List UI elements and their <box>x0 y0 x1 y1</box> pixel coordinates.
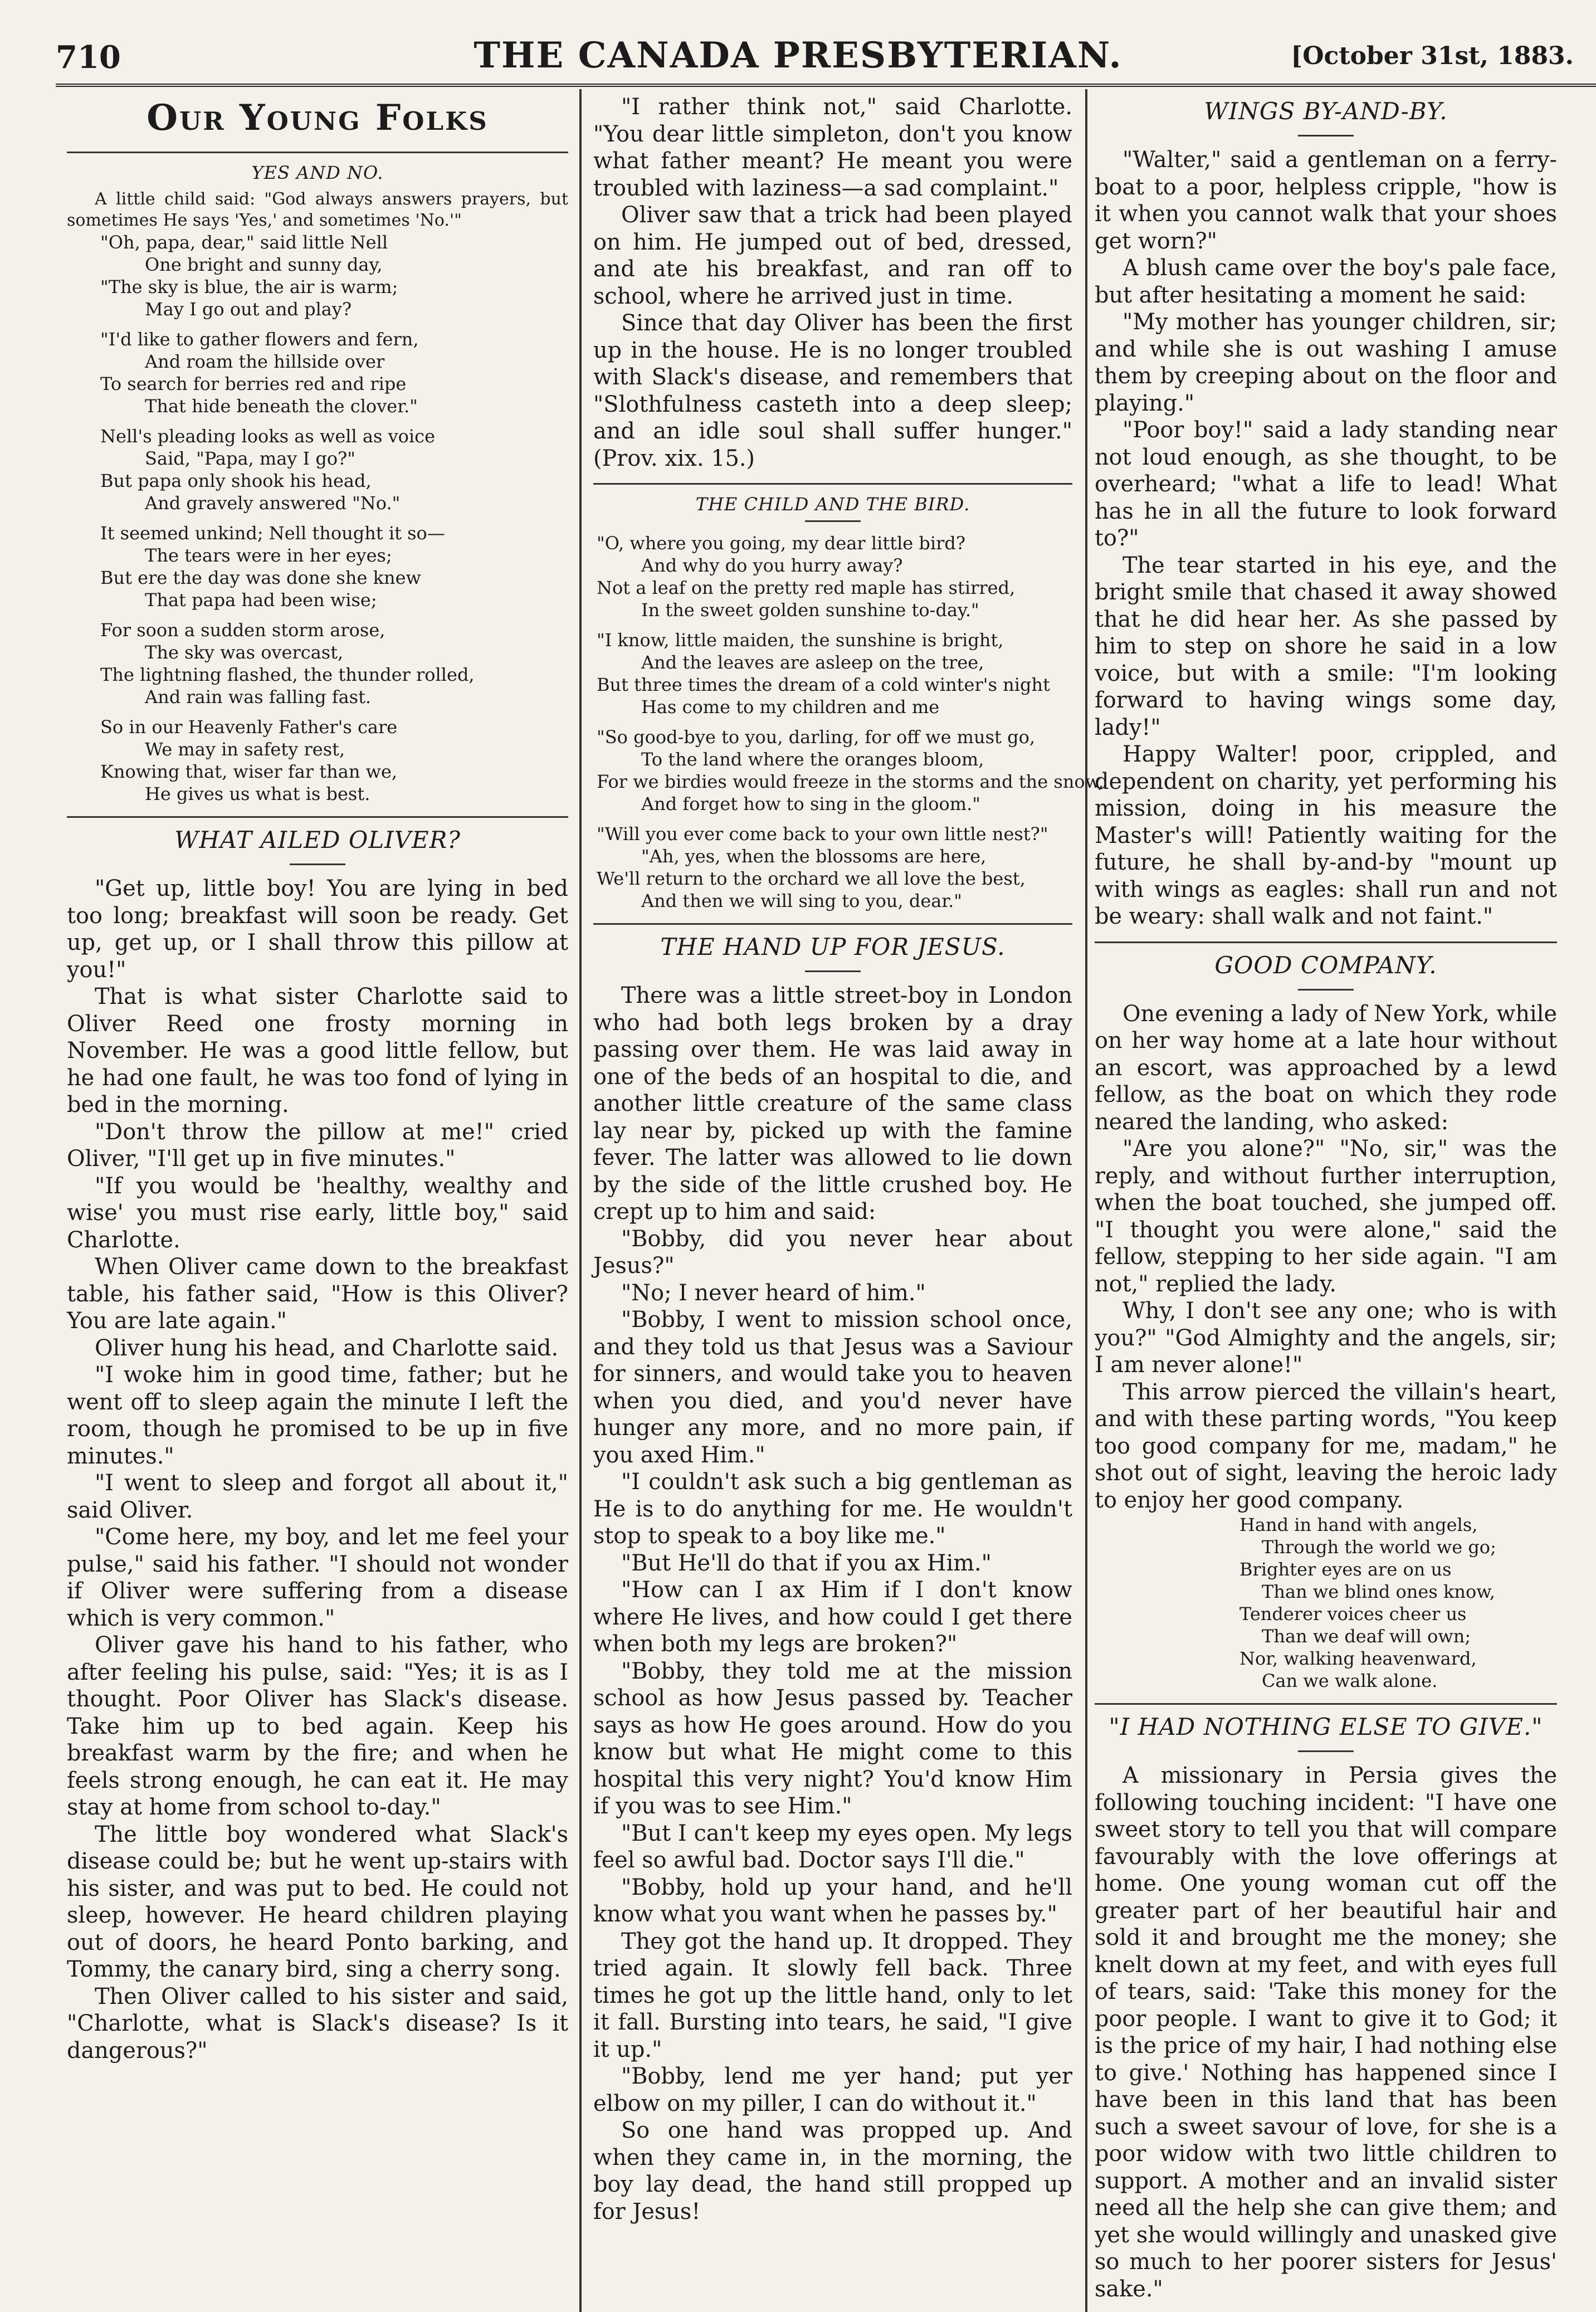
poem-hand-in-hand <box>1095 1514 1557 1692</box>
paragraph: So one hand was propped up. And when they came in, in the morning, the boy lay dead, the hand still propped up for Jesus! <box>593 2118 1072 2225</box>
paragraph: "Poor boy!" said a lady standing near not loud enough, as she thought, to be overheard; "what a life to lead! What has he in all the future to look forward to?" <box>1095 417 1557 551</box>
column-3 <box>1095 94 1557 2303</box>
verse-line: The lightning flashed, the thunder rolled, <box>100 664 475 685</box>
title-rule <box>805 970 861 972</box>
paragraph: "I went to sleep and forgot all about it," said Oliver. <box>67 1470 568 1523</box>
poem-intro: A little child said: "God always answers prayers, but sometimes He says 'Yes,' and sometimes 'No.'" <box>67 189 568 230</box>
verse-line: "Ah, yes, when the blossoms are here, <box>641 846 987 867</box>
paragraph: "If you would be 'healthy, wealthy and wise' you must rise early, little boy," said Charlotte. <box>67 1173 568 1253</box>
verse-line: And then we will sing to you, dear." <box>641 890 963 911</box>
paragraph: Why, I don't see any one; who is with you?" "God Almighty and the angels, sir; I am never alone!" <box>1095 1298 1557 1378</box>
paragraph: The tear started in his eye, and the bright smile that chased it away showed that he did hear her. As she passed by him to step on shore he said in a low voice, but with a smile: "I'm looking forward to having wings some day, lady!" <box>1095 552 1557 740</box>
verse-line: Hand in hand with angels, <box>1239 1514 1478 1535</box>
stanza <box>100 425 568 514</box>
article-body <box>67 875 568 2064</box>
column-1 <box>67 94 568 2064</box>
title-rule <box>1298 135 1354 136</box>
verse-line: But three times the dream of a cold winter's night <box>597 674 1050 695</box>
newspaper-title: THE CANADA PRESBYTERIAN. <box>474 35 1122 76</box>
stanza <box>1239 1514 1557 1692</box>
paragraph: This arrow pierced the villain's heart, and with these parting words, "You keep too good company for me, madam," he shot out of sight, leaving the heroic lady to enjoy her good company. <box>1095 1379 1557 1513</box>
verse-line: That hide beneath the clover." <box>145 396 418 417</box>
paragraph: That is what sister Charlotte said to Oliver Reed one frosty morning in November. He was a good little fellow, but he had one fault, he was too fond of lying in bed in the morning. <box>67 984 568 1118</box>
verse-line: It seemed unkind; Nell thought it so— <box>100 523 445 544</box>
paragraph: Happy Walter! poor, crippled, and dependent on charity, yet performing his mission, doing in his measure the Master's will! Patiently waiting for the future, he shall by-and-by "mount up with wings as eagles: shall run and not be weary: shall walk and not faint." <box>1095 742 1557 929</box>
verse-line: But papa only shook his head, <box>100 470 372 491</box>
article-body <box>1095 1001 1557 1514</box>
masthead <box>0 0 1596 84</box>
verse-line: Through the world we go; <box>1262 1537 1496 1558</box>
paragraph: "Walter," said a gentleman on a ferry-boat to a poor, helpless cripple, "how is it when you cannot walk that your shoes get worn?" <box>1095 147 1557 254</box>
section-rule <box>67 152 568 153</box>
verse-line: Can we walk alone. <box>1262 1670 1438 1691</box>
article-body <box>593 982 1072 2225</box>
paragraph: "My mother has younger children, sir; and while she is out washing I amuse them by creeping about on the floor and playing." <box>1095 309 1557 416</box>
stanza <box>597 823 1072 912</box>
verse-line: That papa had been wise; <box>145 589 377 611</box>
verse-line: Brighter eyes are on us <box>1239 1559 1452 1580</box>
verse-line: The sky was overcast, <box>145 642 344 663</box>
verse-line: Tenderer voices cheer us <box>1239 1603 1467 1625</box>
stanza <box>100 328 568 417</box>
paragraph: "Are you alone?" "No, sir," was the reply, and without further interruption, when the boat touched, she jumped off. "I thought you were alone," said the fellow, stepping to her side again. "I am not," replied the lady. <box>1095 1136 1557 1297</box>
paragraph: "Come here, my boy, and let me feel your pulse," said his father. "I should not wonder if Oliver were suffering from a disease which is very common." <box>67 1524 568 1631</box>
verse-line: Than we blind ones know, <box>1262 1581 1495 1602</box>
stanza <box>100 522 568 611</box>
verse-line: "Will you ever come back to your own little nest?" <box>597 823 1048 845</box>
verse-line: May I go out and play? <box>145 299 352 320</box>
title-rule <box>805 520 861 522</box>
poem-child-and-bird <box>593 532 1104 912</box>
verse-line: The tears were in her eyes; <box>145 545 392 566</box>
section-rule <box>1095 942 1557 943</box>
verse-line: Than we deaf will own; <box>1262 1626 1471 1647</box>
article-title: "I HAD NOTHING ELSE TO GIVE." <box>1109 1713 1543 1740</box>
section-rule <box>593 483 1072 485</box>
verse-line: One bright and sunny day, <box>145 254 383 275</box>
verse-line: So in our Heavenly Father's care <box>100 716 398 738</box>
article-title: WHAT AILED OLIVER? <box>174 826 461 853</box>
verse-line: He gives us what is best. <box>145 783 370 804</box>
stanza <box>100 231 568 320</box>
article-body-continued <box>593 94 1072 472</box>
verse-line: Nell's pleading looks as well as voice <box>100 426 436 447</box>
paragraph: A missionary in Persia gives the following touching incident: "I have one sweet story to tell you that will compare favourably with the love offerings at home. One young woman cut off the greater part of her beautiful hair and sold it and brought me the money; she knelt down at my feet, and with eyes full of tears, said: 'Take this money for the poor people. I want to give it to God; it is the price of my hair, I had nothing else to give.' Nothing has happened since I have been in this land that has been such a sweet savour of love, for she is a poor widow with two little children to support. A mother and an invalid sister need all the help she can give them; and yet she would willingly and unasked give so much to her poorer sisters for Jesus' sake." <box>1095 1763 1557 2302</box>
stanza <box>100 619 568 708</box>
article-body <box>1095 1762 1557 2303</box>
paragraph: When Oliver came down to the breakfast table, his father said, "How is this Oliver? You are late again." <box>67 1254 568 1334</box>
paragraph: Oliver hung his head, and Charlotte said. <box>95 1335 559 1361</box>
paragraph: "I couldn't ask such a big gentleman as He is to do anything for me. He wouldn't stop to speak to a boy like me." <box>593 1469 1072 1549</box>
paragraph: "Bobby, they told me at the mission school as how Jesus passed by. Teacher says as how He goes around. How do you know but what He might come to this hospital this very night? You'd know Him if you was to see Him." <box>593 1658 1072 1819</box>
verse-line: "Oh, papa, dear," said little Nell <box>100 232 388 253</box>
section-banner: Our Young Folks <box>147 97 489 139</box>
verse-line: But ere the day was done she knew <box>100 567 421 588</box>
section-rule <box>67 816 568 818</box>
verse-line: "I'd like to gather flowers and fern, <box>100 329 419 350</box>
paragraph: Since that day Oliver has been the first up in the house. He is no longer troubled with Slack's disease, and remembers that "Slothfulness casteth into a deep sleep; and an idle soul shall suffer hunger." (Prov. xix. 15.) <box>593 310 1072 471</box>
paragraph: "Bobby, did you never hear about Jesus?" <box>593 1226 1072 1279</box>
paragraph: "Bobby, lend me yer hand; put yer elbow on my piller, I can do without it." <box>593 2064 1072 2116</box>
verse-line: We'll return to the orchard we all love the best, <box>597 868 1026 889</box>
verse-line: "So good-bye to you, darling, for off we must go, <box>597 726 1035 748</box>
paragraph: "How can I ax Him if I don't know where He lives, and how could I get there when both my legs are broken?" <box>593 1577 1072 1657</box>
stanza <box>597 532 1072 621</box>
paragraph: "Get up, little boy! You are lying in bed too long; breakfast will soon be ready. Get up, get up, or I shall throw this pillow at you!" <box>67 876 568 983</box>
title-rule <box>1298 989 1354 991</box>
column-divider <box>1085 89 1087 2312</box>
column-divider <box>579 89 582 2312</box>
paragraph: They got the hand up. It dropped. They tried again. It slowly fell back. Three times he got up the little hand, only to let it fall. Bursting into tears, he said, "I give it up." <box>593 1928 1072 2062</box>
column-2 <box>593 94 1104 2225</box>
paragraph: Oliver saw that a trick had been played on him. He jumped out of bed, dressed, and ate his breakfast, and ran off to school, where he arrived just in time. <box>593 202 1072 309</box>
stanza <box>597 629 1072 718</box>
verse-line: Knowing that, wiser far than we, <box>100 761 398 782</box>
title-rule <box>1298 1750 1354 1752</box>
page-number: 710 <box>56 39 121 76</box>
verse-line: For we birdies would freeze in the storms and the snow, <box>597 771 1104 792</box>
title-rule <box>290 864 345 865</box>
paragraph: "Don't throw the pillow at me!" cried Oliver, "I'll get up in five minutes." <box>67 1119 568 1172</box>
paragraph: A blush came over the boy's pale face, but after hesitating a moment he said: <box>1095 255 1557 308</box>
issue-date: [October 31st, 1883. <box>1291 42 1574 70</box>
poem-yes-and-no <box>67 231 568 805</box>
verse-line: To search for berries red and ripe <box>100 373 407 394</box>
paragraph: "I woke him in good time, father; but he went off to sleep again the minute I left the room, though he promised to be up in five minutes." <box>67 1362 568 1469</box>
article-title: THE HAND UP FOR JESUS. <box>660 933 1006 960</box>
paragraph: Oliver gave his hand to his father, who after feeling his pulse, said: "Yes; it is as I thought. Poor Oliver has Slack's disease. Take him up to bed again. Keep his breakfast warm by the fire; and when he feels strong enough, he can eat it. He may stay at home from school to-day." <box>67 1632 568 1820</box>
section-rule <box>593 923 1072 925</box>
verse-line: For soon a sudden storm arose, <box>100 620 385 641</box>
paragraph: "But He'll do that if you ax Him." <box>621 1550 992 1576</box>
verse-line: And roam the hillside over <box>145 351 385 372</box>
verse-line: We may in safety rest, <box>145 739 345 760</box>
verse-line: And why do you hurry away? <box>641 555 903 576</box>
verse-line: And gravely answered "No." <box>145 492 401 514</box>
verse-line: Not a leaf on the pretty red maple has stirred, <box>597 577 1016 598</box>
masthead-rule <box>56 84 1596 87</box>
poem-title: THE CHILD AND THE BIRD. <box>695 494 970 515</box>
verse-line: "O, where you going, my dear little bird? <box>597 533 966 554</box>
paragraph: There was a little street-boy in London who had both legs broken by a dray passing over them. He was laid away in one of the beds of an hospital to die, and another little creature of the same class lay near by, picked up with the famine fever. The latter was allowed to lie down by the side of the little crushed boy. He crept up to him and said: <box>593 983 1072 1225</box>
verse-line: "The sky is blue, the air is warm; <box>100 276 398 297</box>
verse-line: Said, "Papa, may I go?" <box>145 448 355 469</box>
section-rule <box>1095 1703 1557 1705</box>
article-body <box>1095 147 1557 930</box>
paragraph: One evening a lady of New York, while on her way home at a late hour without an escort, was approached by a lewd fellow, as the boat on which they rode neared the landing, who asked: <box>1095 1001 1557 1135</box>
paragraph: "Bobby, I went to mission school once, and they told us that Jesus was a Saviour for sinners, and would take you to heaven when you died, and you'd never have hunger any more, and no more pain, if you axed Him." <box>593 1307 1072 1468</box>
article-title: WINGS BY-AND-BY. <box>1204 97 1448 125</box>
verse-line: Has come to my children and me <box>641 696 940 718</box>
paragraph: The little boy wondered what Slack's disease could be; but he went up-stairs with his sister, and was put to bed. He could not sleep, however. He heard children playing out of doors, he heard Ponto barking, and Tommy, the canary bird, sing a cherry song. <box>67 1821 568 1982</box>
paragraph: "I rather think not," said Charlotte. "You dear little simpleton, don't you know what father meant? He meant you were troubled with laziness—a sad complaint." <box>593 94 1072 201</box>
paragraph: "Bobby, hold up your hand, and he'll know what you want when he passes by." <box>593 1874 1072 1927</box>
verse-line: In the sweet golden sunshine to-day." <box>641 599 979 621</box>
article-title: GOOD COMPANY. <box>1214 951 1437 979</box>
poem-title: YES AND NO. <box>251 162 384 183</box>
verse-line: To the land where the oranges bloom, <box>641 749 984 770</box>
verse-line: "I know, little maiden, the sunshine is bright, <box>597 630 1004 651</box>
stanza <box>100 716 568 805</box>
paragraph: "But I can't keep my eyes open. My legs feel so awful bad. Doctor says I'll die." <box>593 1820 1072 1873</box>
paragraph: "No; I never heard of him." <box>621 1280 926 1306</box>
stanza <box>597 726 1104 815</box>
verse-line: And the leaves are asleep on the tree, <box>641 652 984 673</box>
verse-line: Nor, walking heavenward, <box>1239 1648 1477 1669</box>
paragraph: Then Oliver called to his sister and said, "Charlotte, what is Slack's disease? Is it dangerous?" <box>67 1983 568 2064</box>
verse-line: And forget how to sing in the gloom." <box>641 793 980 814</box>
verse-line: And rain was falling fast. <box>145 686 372 708</box>
